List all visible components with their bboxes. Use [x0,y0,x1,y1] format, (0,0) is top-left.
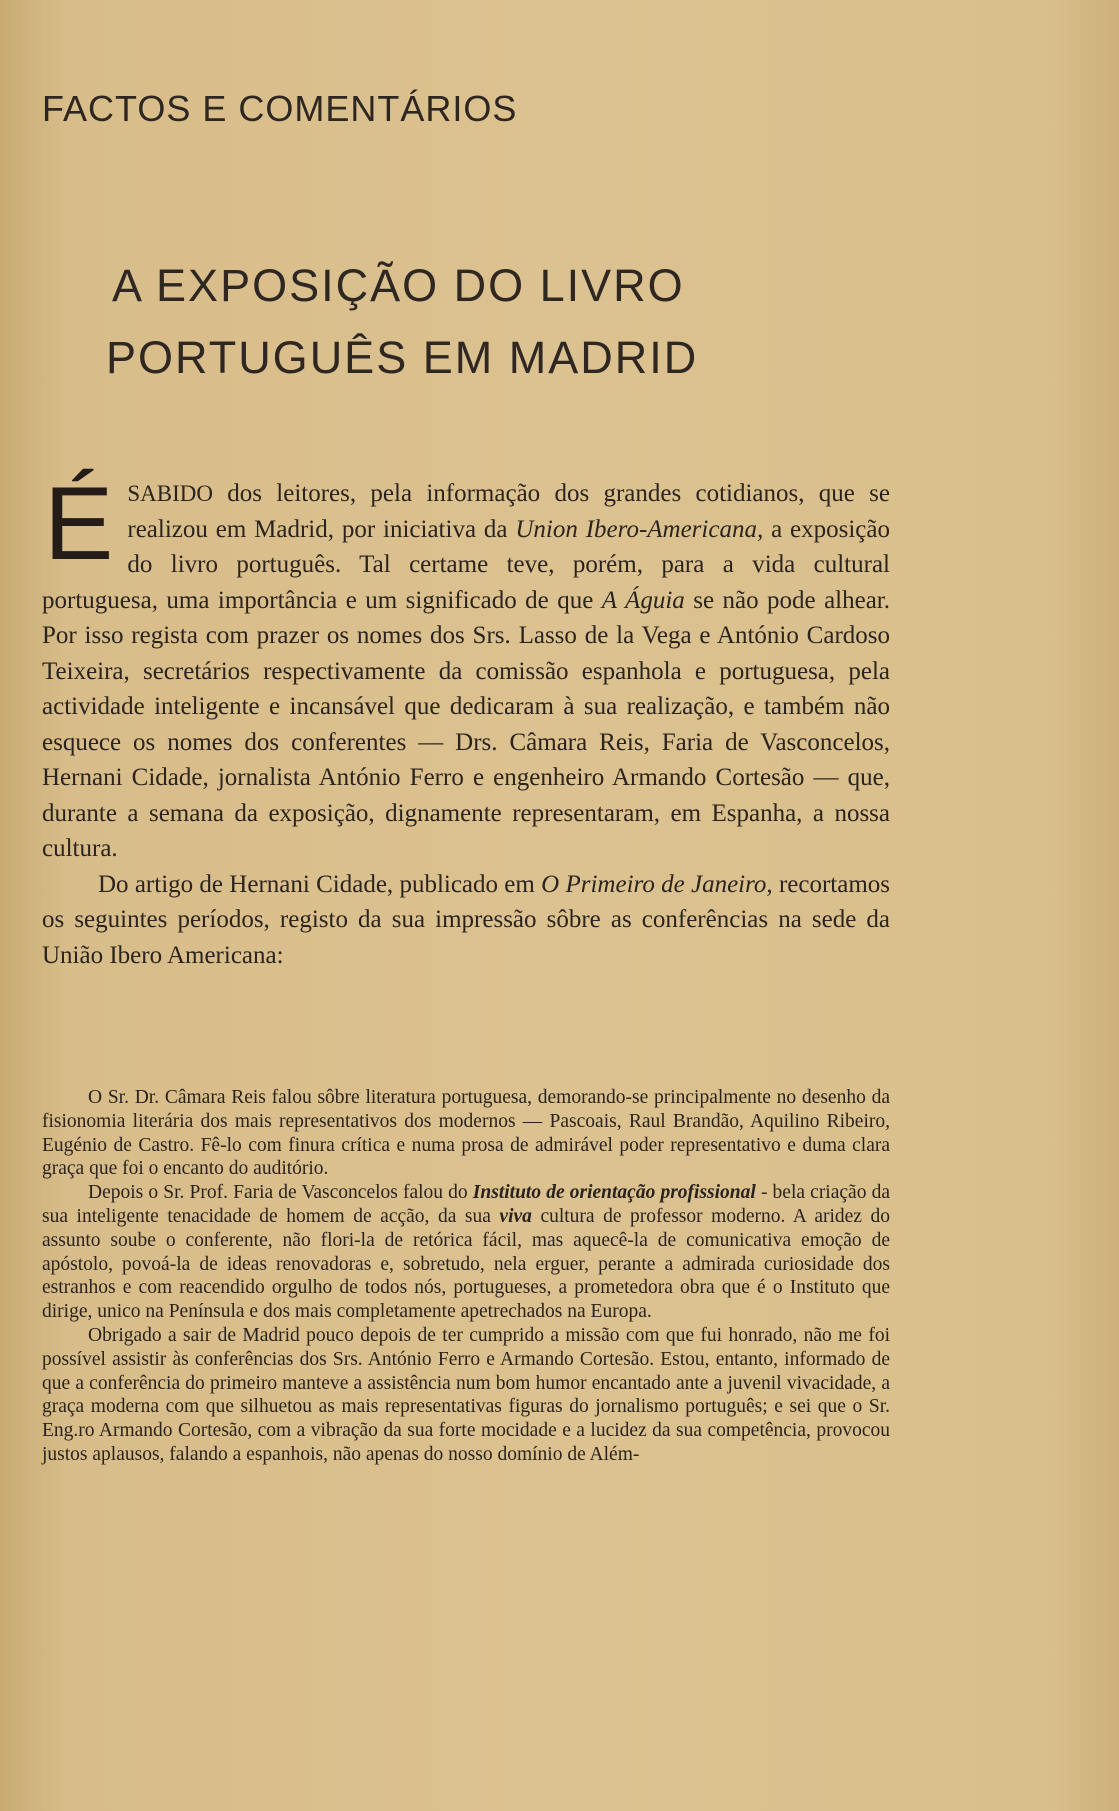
section-title: FACTOS E COMENTÁRIOS [42,88,518,129]
intro-paragraph [42,466,890,867]
article-title-line-2: PORTUGUÊS EM MADRID [106,332,699,383]
quote-p2-italic-instituto: Instituto de orientação profissional [472,1182,756,1204]
intro-text-1: dos leitores, pela informação dos grandes cotidianos, que se realizou em Madrid, por iniciativa da [127,480,890,543]
quoted-excerpt [42,1086,890,1467]
intro-smallcaps: SABIDO [127,481,213,506]
quote-p2-text-1: Depois o Sr. Prof. Faria de Vasconcelos falou do [88,1182,473,1204]
para2-text-2: recortamos os seguintes períodos, registo da sua impressão sôbre as conferências na sede da União Ibero Americana: [42,870,891,969]
intro-italic-union: Union Ibero-Americana, [515,515,764,543]
intro-italic-aguia: A Águia [601,586,685,614]
article-body [42,466,891,973]
quote-paragraph-3: Obrigado a sair de Madrid pouco depois de ter cumprido a missão com que fui honrado, não me foi possível assistir às conferências dos Srs. António Ferro e Armando Cortesão. Estou, entanto, informado de que a conferência do primeiro manteve a assistência num bom humor encantado ante a juvenil vivacidade, a graça moderna com que silhuetou as mais representativas figuras do jornalismo português; e sei que o Sr. Eng.ro Armando Cortesão, com a vibração da sua forte mocidade e a lucidez da sua competência, provocou justos aplausos, falando a espanhois, não apenas do nosso domínio de Além- [42,1324,890,1465]
quote-paragraph-1: O Sr. Dr. Câmara Reis falou sôbre literatura portuguesa, demorando-se principalmente no desenho da fisionomia literária dos mais representativos dos modernos — Pascoais, Raul Brandão, Aquilino Ribeiro, Eugénio de Castro. Fê-lo com finura crítica e numa prosa de admirável poder representativo e duma clara graça que foi o encanto do auditório. [42,1087,890,1180]
intro-text-2: a exposição do livro português. Tal certame teve, porém, para a vida cultural portuguesa, uma importância e um significado de que [42,515,890,614]
drop-cap: É [44,466,114,582]
article-title [106,250,699,394]
quote-paragraph-2 [42,1181,890,1324]
para2-text-1: Do artigo de Hernani Cidade, publicado em [98,870,542,898]
quote-p2-italic-viva: viva [499,1205,532,1227]
quote-p2-text-2: - bela criação da sua inteligente tenacidade de homem de acção, da sua [42,1182,890,1227]
quote-p2-text-3: cultura de professor moderno. A aridez do assunto soube o conferente, não flori-la de retórica fácil, mas aquecê-la de comunicativa emoção de apóstolo, povoá-la de ideas renovadoras e, sobretudo, nela erguer, perante a admirada curiosidade dos estranhos e com reacendido orgulho de todos nós, portugueses, a prometedora obra que é o Instituto que dirige, unico na Península e dos mais completamente apetrechados na Europa. [42,1205,891,1323]
second-paragraph [42,867,890,974]
para2-italic-newspaper: O Primeiro de Janeiro, [541,870,773,898]
article-title-line-1: A EXPOSIÇÃO DO LIVRO [112,260,685,311]
intro-text-3: se não pode alhear. Por isso regista com prazer os nomes dos Srs. Lasso de la Vega e António Cardoso Teixeira, secretários respectivamente da comissão espanhola e portuguesa, pela actividade inteligente e incansável que dedicaram à sua realização, e também não esquece os nomes dos conferentes — Drs. Câmara Reis, Faria de Vasconcelos, Hernani Cidade, jornalista António Ferro e engenheiro Armando Cortesão — que, durante a semana da exposição, dignamente representaram, em Espanha, a nossa cultura. [42,586,890,862]
